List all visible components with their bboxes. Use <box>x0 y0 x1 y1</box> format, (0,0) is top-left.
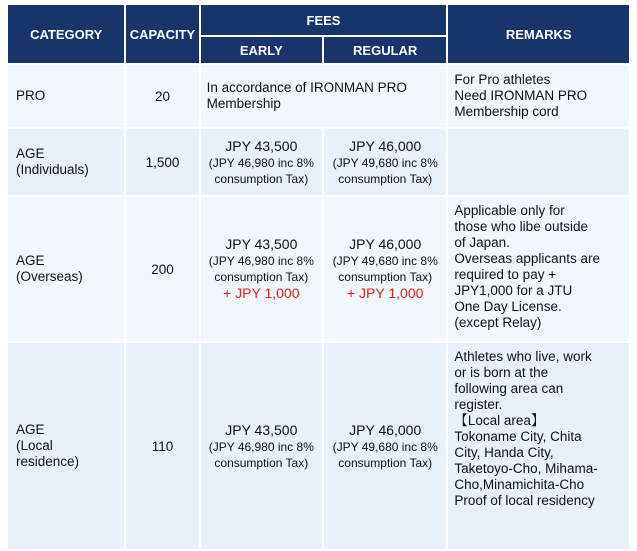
remarks-line: Taketoyo-Cho, Mihama- <box>454 461 598 476</box>
regular-fee-cell <box>324 129 446 195</box>
fee-tax-note: consumption Tax) <box>214 171 309 186</box>
remarks-line: (except Relay) <box>454 315 542 330</box>
fee-tax-note: (JPY 46,980 inc 8% <box>208 439 314 454</box>
table-row <box>8 129 629 195</box>
remarks-line: following area can <box>454 381 564 396</box>
fee-tax-note: consumption Tax) <box>214 455 309 470</box>
fee-amount: JPY 43,500 <box>225 236 298 252</box>
fee-amount: JPY 46,000 <box>349 137 422 154</box>
fee-tax-note: consumption Tax) <box>338 171 433 186</box>
capacity-cell: 200 <box>126 197 198 341</box>
category-line: AGE <box>16 146 45 161</box>
fee-tax-note: consumption Tax) <box>338 455 433 470</box>
header-remarks: REMARKS <box>448 5 629 63</box>
remarks-line: Tokoname City, Chita <box>454 429 582 444</box>
remarks-line: Proof of local residency <box>454 493 595 508</box>
category-cell <box>8 65 124 127</box>
remarks-line: Overseas applicants are <box>454 251 600 266</box>
early-fee-cell <box>201 343 322 549</box>
license-surcharge: + JPY 1,000 <box>223 285 300 301</box>
header-regular: REGULAR <box>324 37 446 63</box>
remarks-line: For Pro athletes <box>454 72 551 87</box>
fee-tax-note: (JPY 49,680 inc 8% <box>332 155 438 170</box>
fee-tax-note: (JPY 46,980 inc 8% <box>208 254 314 268</box>
category-line: (Local <box>16 438 53 453</box>
pro-fee-cell <box>201 65 447 127</box>
remarks-line: register. <box>454 397 503 412</box>
remarks-line: JPY1,000 for a JTU <box>454 283 573 298</box>
category-line: (Individuals) <box>16 162 89 177</box>
regular-fee-cell <box>324 343 446 549</box>
regular-fee-cell <box>324 197 446 341</box>
fee-amount: JPY 46,000 <box>349 421 422 438</box>
header-category: CATEGORY <box>8 5 124 63</box>
category-line: PRO <box>16 88 46 103</box>
remarks-line: required to pay + <box>454 267 557 282</box>
fee-tax-note: consumption Tax) <box>214 270 309 284</box>
license-surcharge: + JPY 1,000 <box>346 285 424 301</box>
category-line: AGE <box>16 253 45 268</box>
remarks-line: Cho,Minamichita-Cho <box>454 477 585 492</box>
fee-amount: JPY 46,000 <box>349 236 422 252</box>
header-fees: FEES <box>201 5 447 35</box>
header-early: EARLY <box>201 37 322 63</box>
remarks-line: or is born at the <box>454 365 549 380</box>
table-row <box>8 65 629 127</box>
capacity-cell: 110 <box>126 343 198 549</box>
remarks-cell <box>448 197 629 341</box>
category-line: residence) <box>16 454 80 469</box>
remarks-line: One Day License. <box>454 299 562 314</box>
fee-line: In accordance of IRONMAN PRO <box>206 80 407 95</box>
fee-line: Membership <box>206 96 281 111</box>
capacity-cell: 20 <box>126 65 198 127</box>
remarks-line: those who libe outside <box>454 219 588 234</box>
category-line: AGE <box>16 422 45 437</box>
remarks-line: 【Local area】 <box>454 413 545 428</box>
table-row <box>8 343 629 549</box>
remarks-line: Athletes who live, work <box>454 349 592 364</box>
fee-tax-note: (JPY 46,980 inc 8% <box>208 155 314 170</box>
fee-tax-note: consumption Tax) <box>338 270 433 284</box>
category-cell <box>8 129 124 195</box>
fee-amount: JPY 43,500 <box>225 421 298 438</box>
category-line: (Overseas) <box>16 269 83 284</box>
remarks-line: Membership cord <box>454 104 559 119</box>
fees-table <box>6 3 631 551</box>
remarks-line: of Japan. <box>454 235 510 250</box>
early-fee-cell <box>201 129 322 195</box>
remarks-line: Applicable only for <box>454 203 565 218</box>
category-cell <box>8 343 124 549</box>
remarks-cell <box>448 343 629 549</box>
fee-tax-note: (JPY 49,680 inc 8% <box>332 439 438 454</box>
category-cell <box>8 197 124 341</box>
fee-amount: JPY 43,500 <box>225 137 298 154</box>
fee-tax-note: (JPY 49,680 inc 8% <box>332 254 438 268</box>
remarks-line: Need IRONMAN PRO <box>454 88 588 103</box>
table-row <box>8 197 629 341</box>
header-capacity: CAPACITY <box>126 5 198 63</box>
capacity-cell: 1,500 <box>126 129 198 195</box>
remarks-line: City, Handa City, <box>454 445 554 460</box>
remarks-cell <box>448 129 629 195</box>
remarks-cell <box>448 65 629 127</box>
early-fee-cell <box>201 197 322 341</box>
